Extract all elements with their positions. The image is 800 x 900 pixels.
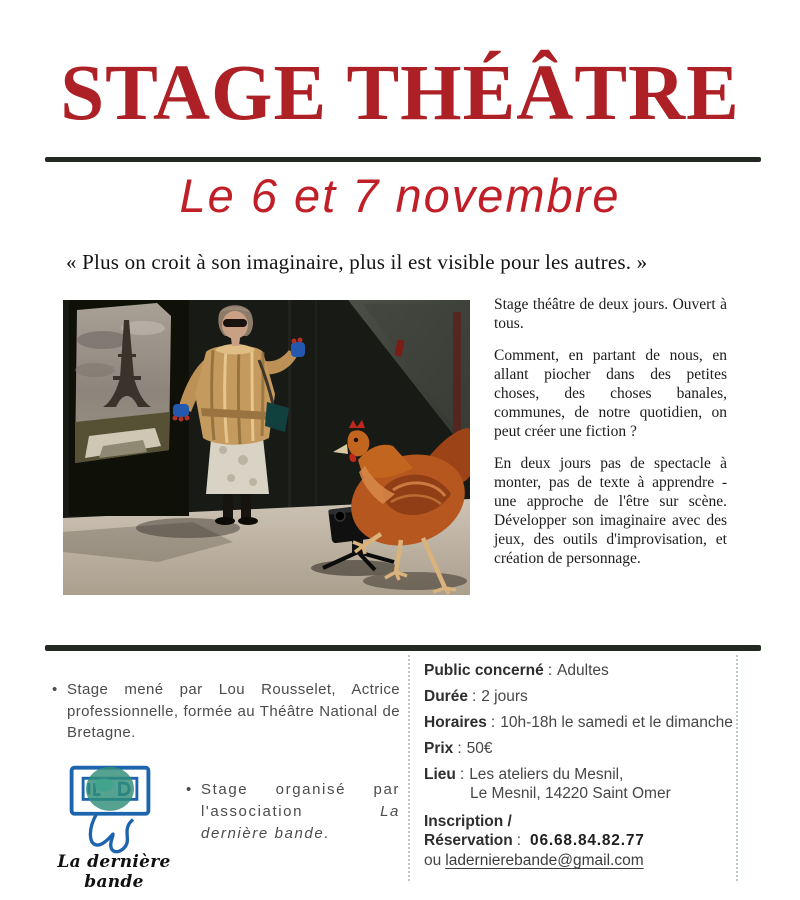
organizer-bullet-association [186,779,400,845]
horizontal-rule-top [45,157,761,162]
organizer-bullet-lead [52,679,400,744]
info-label: Prix [424,740,454,757]
info-row-inscription: Inscription / Réservation : 06.68.84.82.77 ou ladernierebande@gmail.com [424,812,736,870]
stage-photo-illustration [63,300,470,595]
organizer-bullet-lead-text: Stage mené par Lou Rousselet, Actrice professionnelle, formée au Théâtre National de Bretagne. [67,681,400,741]
email-line [424,851,736,870]
info-label: Lieu [424,766,456,783]
info-label: Horaires [424,714,487,731]
info-row-lieu: Lieu : Les ateliers du Mesnil, Le Mesnil, 14220 Saint Omer [424,765,736,803]
chicken-shadow [363,572,467,590]
info-row-duree: Durée : 2 jours [424,688,528,705]
info-row-prix: Prix : 50€ [424,740,493,757]
bullet-icon: • [186,781,193,798]
phone-number: 06.68.84.82.77 [530,832,645,849]
info-label: Inscription / Réservation [424,813,513,849]
description-paragraph: Stage théâtre de deux jours. Ouvert à tous. [494,296,727,332]
practical-info-panel [408,655,738,881]
stage-photo [63,300,470,595]
association-logo-caption: La dernière bande [57,852,171,892]
description-column [494,295,727,581]
info-row-horaires: Horaires : 10h-18h le samedi et le dimanche [424,714,733,731]
association-name: La dernière bande. [201,803,400,842]
blue-glove-raised [291,342,305,357]
organizer-bullet-association-text: Stage organisé par l'association La dernière bande. [201,781,400,842]
info-value: 10h-18h le samedi et le dimanche [500,714,733,731]
quote-text: « Plus on croit à son imaginaire, plus il est visible pour les autres. » [66,250,648,274]
info-row-public: Public concerné : Adultes [424,662,609,679]
event-date: Le 6 et 7 novembre [179,169,621,222]
info-value: Les ateliers du Mesnil, [469,766,624,783]
info-value-line2: Le Mesnil, 14220 Saint Omer [470,785,671,802]
email-link[interactable]: ladernierebande@gmail.com [445,852,644,869]
description-paragraph: Comment, en partant de nous, en allant piocher dans des petites choses, des choses banales, communes, de notre quotidien, on peut créer une fiction ? [494,347,727,440]
info-value: 2 jours [481,688,528,705]
blue-glove-left [173,404,189,417]
info-value: 50€ [466,740,493,757]
description-paragraph: En deux jours pas de spectacle à monter, pas de texte à apprendre - une approche de l'être sur scène. Développer son imaginaire avec des jeux, des outils d'improvisation, et création de personnage. [494,455,727,567]
horizontal-rule-bottom [45,645,761,651]
cassette-logo-icon [62,760,158,856]
bullet-icon: • [52,681,58,698]
info-label: Durée [424,688,468,705]
email-prefix: ou [424,852,442,869]
eiffel-picture [69,300,189,516]
info-label: Public concerné [424,662,544,679]
association-logo [62,760,158,856]
poster-title: STAGE THÉÂTRE [60,50,740,137]
info-value: Adultes [557,662,609,679]
